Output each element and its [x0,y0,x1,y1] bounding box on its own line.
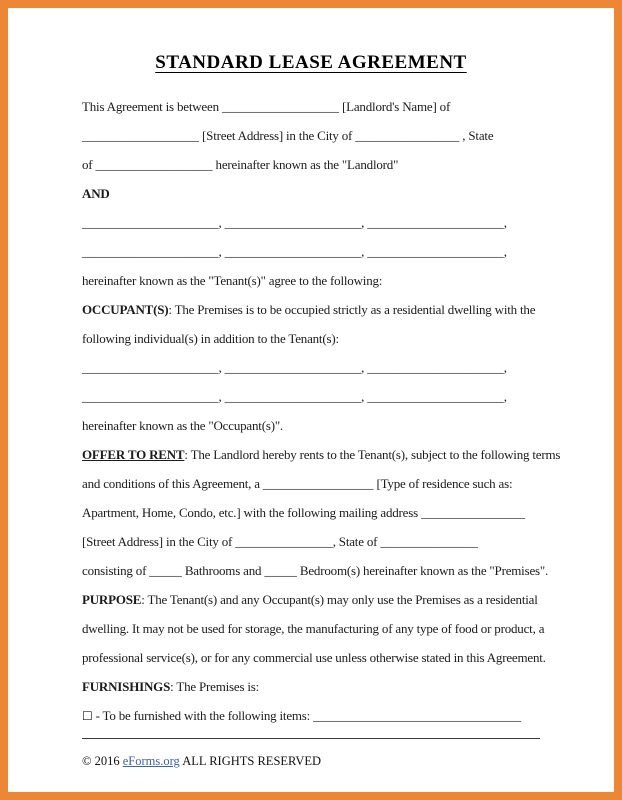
form-line [82,150,540,179]
document-title: STANDARD LEASE AGREEMENT [155,52,467,73]
section-label: FURNISHINGS [82,679,171,694]
text-segment: , State of [332,534,381,549]
form-line [82,469,540,498]
text-segment: , [361,389,368,404]
text-segment: , [218,244,225,259]
text-segment: [Street Address] in the City of [199,128,356,143]
blank-field: ________________ [355,128,460,143]
rights-text: ALL RIGHTS RESERVED [179,754,322,768]
form-line [82,585,540,614]
text-segment: , [361,244,368,259]
text-segment: , [361,215,368,230]
blank-field: _____________________ [224,215,362,230]
form-line [82,556,549,585]
eforms-link[interactable]: eForms.org [122,754,180,768]
blank-field: _____________________ [367,360,504,375]
text-segment: [Street Address] in the City of [82,534,236,549]
text-segment: [Type of residence such as: [373,476,513,491]
text-segment: Bathrooms and [181,563,265,578]
form-line [82,672,540,701]
text-segment: hereinafter known as the "Landlord" [212,157,399,172]
form-line [82,701,540,730]
form-line [82,498,540,527]
blank-field: _____________________ [82,244,219,259]
blank-field: _____________________ [82,389,219,404]
form-line [82,614,545,643]
text-segment: , State [459,128,494,143]
blank-field: _____________________ [367,215,504,230]
blank-field: _____________________ [82,360,219,375]
text-segment: , [503,389,507,404]
text-segment: professional service(s), or for any commercial use unless otherwise stated in this Agreement. [82,650,546,665]
section-label: AND [82,186,110,201]
text-segment: and conditions of this Agreement, a [82,476,263,491]
form-line [82,440,561,469]
lease-document [8,52,614,800]
text-segment: This Agreement is between [82,99,222,114]
section-label: OCCUPANT(S) [82,302,169,317]
form-line [82,382,540,411]
blank-field: _______________ [380,534,478,549]
text-segment: , [503,360,507,375]
text-segment: Bedroom(s) hereinafter known as the "Premises". [296,563,549,578]
blank-field: _____________________ [367,389,504,404]
section-label: OFFER TO RENT [82,447,185,462]
text-segment: , [503,244,507,259]
blank-field: _____ [264,563,297,578]
text-segment: , [218,215,225,230]
checkbox-icon[interactable]: ☐ [82,709,93,723]
blank-field: ________________________________ [313,708,522,723]
text-segment: hereinafter known as the "Tenant(s)" agree to the following: [82,273,383,288]
text-segment: , [218,360,225,375]
text-segment: [Landlord's Name] of [338,99,451,114]
form-line [82,643,546,672]
copyright-text: © 2016 [82,754,123,768]
text-segment: of [82,157,96,172]
text-segment: : The Tenant(s) and any Occupant(s) may only use the Premises as a residential [141,592,538,607]
text-segment: hereinafter known as the "Occupant(s)". [82,418,283,433]
text-segment: : The Premises is: [170,679,260,694]
text-segment: following individual(s) in addition to the Tenant(s): [82,331,339,346]
blank-field: _____________________ [224,244,362,259]
blank-field: _________________ [262,476,374,491]
document-body [82,92,561,730]
text-segment: : The Landlord hereby rents to the Tenant(s), subject to the following terms [184,447,561,462]
blank-field: _____________________ [224,360,362,375]
text-segment: dwelling. It may not be used for storage, the manufacturing of any type of food or product, a [82,621,545,636]
form-line [82,295,540,324]
text-segment: : The Premises is to be occupied strictly as a residential dwelling with the [168,302,536,317]
text-segment: , [503,215,507,230]
form-line [82,527,540,556]
form-line [82,237,540,266]
blank-field: _____ [149,563,182,578]
blank-field: ________________ [421,505,526,520]
footer-divider [82,738,540,739]
section-label: PURPOSE [82,592,142,607]
form-line [82,121,540,150]
text-segment: consisting of [82,563,150,578]
form-line [82,208,540,237]
footer [82,754,540,769]
form-line [82,92,540,121]
blank-field: __________________ [95,157,213,172]
blank-field: _____________________ [367,244,504,259]
text-segment: , [218,389,225,404]
form-line [82,266,540,295]
blank-field: _____________________ [82,215,219,230]
form-line [82,324,540,353]
form-line [82,179,540,208]
text-segment: - To be furnished with the following items: [92,708,314,723]
blank-field: __________________ [221,99,339,114]
blank-field: __________________ [82,128,199,143]
text-segment: , [361,360,368,375]
form-line [82,353,540,382]
blank-field: _______________ [235,534,333,549]
text-segment: Apartment, Home, Condo, etc.] with the following mailing address [82,505,422,520]
blank-field: _____________________ [224,389,362,404]
form-line [82,411,540,440]
